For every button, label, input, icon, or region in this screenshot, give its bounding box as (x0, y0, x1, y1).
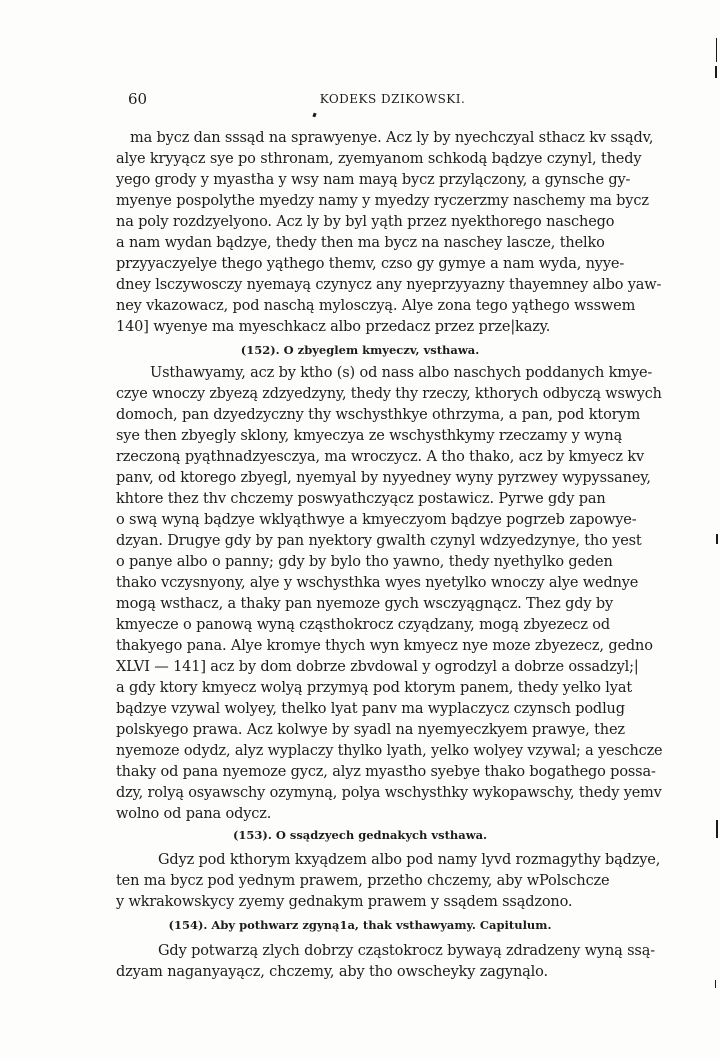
scan-edge-mark (716, 820, 718, 838)
section-heading-152: (152). O zbyeglem kmyeczv, vsthawa. (240, 343, 480, 357)
text-line: o swą wyną bądzye wklyąthwye a kmyeczyom bądzye pogrzeb zapowye- (116, 512, 637, 528)
page-number: 60 (128, 90, 148, 108)
text-line: thako vczysnyony, alye y wschysthka wyes nyetylko wnoczy alye wednye (116, 575, 639, 591)
text-line: sye then zbyegly sklony, kmyeczya ze wschysthkymy rzeczamy y wyną (116, 428, 623, 444)
text-line: XLVI — 141] acz by dom dobrze zbvdowal y ogrodzyl a dobrze ossadzyl;| (116, 659, 639, 675)
text-line: dzyan. Drugye gdy by pan nyektory gwalth czynyl wdzyedzynye, tho yest (116, 533, 642, 549)
scan-edge-mark (715, 66, 717, 78)
text-line: Gdyz pod kthorym kxyądzem albo pod namy lyvd rozmagythy bądzye, (158, 852, 661, 868)
text-line: dney lsczywosczy nyemayą czynycz any nyeprzyyazny thayemney albo yaw- (116, 277, 662, 293)
scan-edge-mark (716, 534, 718, 544)
text-line: o panye albo o panny; gdy by bylo tho yawno, thedy nyethylko geden (116, 554, 613, 570)
text-line: rzeczoną pyąthnadzyesczya, ma wroczycz. A tho thako, acz by kmyecz kv (116, 449, 644, 465)
text-line: panv, od ktorego zbyegl, nyemyal by nyyedney wyny pyrzwey wypyssaney, (116, 470, 651, 486)
text-line: Usthawyamy, acz by ktho (s) od nass albo naschych poddanych kmye- (150, 365, 653, 381)
text-line: dzyam naganyayącz, chczemy, aby tho owscheyky zagynąlo. (116, 964, 548, 980)
text-line: y wkrakowskycy zyemy gednakym prawem y ssądem ssądzono. (116, 894, 573, 910)
section-heading-154: (154). Aby pothwarz zgyną1a, thak vsthawyamy. Capitulum. (168, 918, 552, 932)
text-line: polskyego prawa. Acz kolwye by syadl na nyemyeczkyem prawye, thez (116, 722, 625, 738)
text-line: yego grody y myastha y wsy nam mayą bycz przylączony, a gynsche gy- (116, 172, 631, 188)
text-line: alye kryyącz sye po sthronam, zyemyanom schkodą bądzye czynyl, thedy (116, 151, 642, 167)
text-line: mogą wsthacz, a thaky pan nyemoze gych wsczyągnącz. Thez gdy by (116, 596, 614, 612)
scan-edge-mark (715, 980, 716, 988)
text-line: przyyaczyelye thego yąthego themv, czso gy gymye a nam wyda, nyye- (116, 256, 625, 272)
text-line: ma bycz dan sssąd na sprawyenye. Acz ly by nyechczyal sthacz kv ssądv, (130, 130, 654, 146)
text-line: czye wnoczy zbyezą zdzyedzyny, thedy thy rzeczy, kthorych odbyczą wswych (116, 386, 662, 402)
text-line: thaky od pana nyemoze gycz, alyz myastho syebye thako bogathego possa- (116, 764, 656, 780)
text-line: Gdy potwarzą zlych dobrzy cząstokrocz bywayą zdradzeny wyną ssą- (158, 943, 655, 959)
text-line: a nam wydan bądzye, thedy then ma bycz na naschey lascze, thelko (116, 235, 605, 251)
section-heading-153: (153). O ssądzyech gednakych vsthawa. (232, 828, 488, 842)
header-ornament-dot (312, 113, 316, 118)
text-line: bądzye vzywal wolyey, thelko lyat panv ma wyplaczycz czynsch podlug (116, 701, 625, 717)
text-line: khtore thez thv chczemy poswyathczyącz postawicz. Pyrwe gdy pan (116, 491, 606, 507)
scan-edge-mark (716, 38, 717, 62)
text-line: kmyecze o panową wyną cząsthokrocz czyądzany, mogą zbyezecz od (116, 617, 611, 633)
text-line: thakyego pana. Alye kromye thych wyn kmyecz nye moze zbyezecz, gedno (116, 638, 653, 654)
text-line: nyemoze odydz, alyz wyplaczy thylko lyath, yelko wolyey vzywal; a yeschcze (116, 743, 663, 759)
text-line: myenye pospolythe myedzy namy y myedzy ryczerzmy naschemy ma bycz (116, 193, 649, 209)
running-title: KODEKS DZIKOWSKI. (319, 92, 466, 106)
text-line: dzy, rolyą osyawschy ozymyną, polya wschysthky wykopawschy, thedy yemv (116, 785, 662, 801)
text-line: ten ma bycz pod yednym prawem, przetho chczemy, aby wPolschcze (116, 873, 610, 889)
page-header (128, 90, 657, 110)
text-line: a gdy ktory kmyecz wolyą przymyą pod ktorym panem, thedy yelko lyat (116, 680, 632, 696)
text-line: na poly rozdzyelyono. Acz ly by byl yąth przez nyekthorego naschego (116, 214, 615, 230)
text-line: 140] wyenye ma myeschkacz albo przedacz przez prze|kazy. (116, 319, 551, 335)
text-line: ney vkazowacz, pod naschą mylosczyą. Alye zona tego yąthego wsswem (116, 298, 636, 314)
text-line: wolno od pana odycz. (116, 806, 272, 822)
text-line: domoch, pan dzyedzyczny thy wschysthkye othrzyma, a pan, pod ktorym (116, 407, 641, 423)
